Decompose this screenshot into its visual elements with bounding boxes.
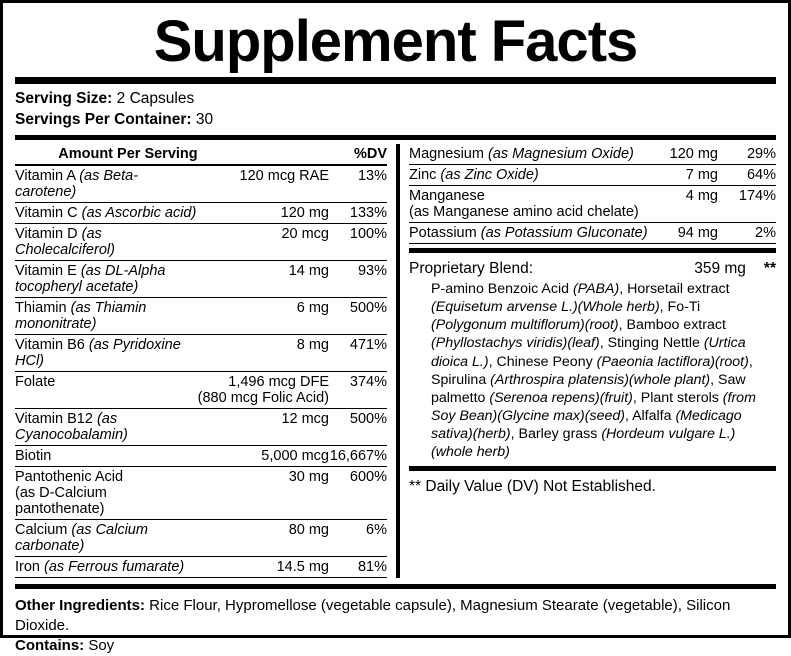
table-row <box>15 445 387 466</box>
divider-top <box>15 77 776 84</box>
table-row-continuation <box>15 390 387 409</box>
table-row <box>15 297 387 334</box>
table-header-row <box>15 144 387 165</box>
nutrient-name: Vitamin E (as DL-Alpha tocopheryl acetate) <box>15 260 198 297</box>
nutrient-dv: 64% <box>718 164 776 185</box>
nutrient-dv: 471% <box>329 334 387 371</box>
nutrient-amount: 8 mg <box>198 334 329 371</box>
nutrient-amount: 12 mcg <box>198 408 329 445</box>
proprietary-blend-amount: 359 mg <box>694 259 746 277</box>
header-dv: %DV <box>329 144 387 165</box>
nutrition-column-right <box>409 144 776 578</box>
nutrient-amount: 120 mg <box>198 202 329 223</box>
nutrient-amount-second-line: (880 mcg Folic Acid) <box>198 390 329 409</box>
table-row <box>15 334 387 371</box>
table-row <box>15 202 387 223</box>
other-ingredients-line <box>15 593 776 636</box>
table-row-continuation <box>409 204 776 223</box>
nutrients-table-left <box>15 144 387 578</box>
nutrient-amount: 120 mg <box>666 144 718 165</box>
nutrient-amount: 14.5 mg <box>198 556 329 577</box>
nutrient-amount: 5,000 mcg <box>198 445 329 466</box>
divider-above-blend <box>409 248 776 253</box>
table-row <box>15 371 387 390</box>
nutrient-name-second-line: (as D-Calcium pantothenate) <box>15 485 198 520</box>
nutrient-dv-second-line <box>329 485 387 520</box>
nutrient-amount-second-line <box>666 204 718 223</box>
nutrient-name: Manganese <box>409 187 485 204</box>
nutrient-amount: 94 mg <box>666 222 718 243</box>
table-row <box>15 165 387 203</box>
nutrient-name: Folate <box>15 373 56 390</box>
nutrient-amount: 14 mg <box>198 260 329 297</box>
divider-below-blend <box>409 466 776 471</box>
nutrient-name: Vitamin B12 (as Cyanocobalamin) <box>15 408 198 445</box>
nutrition-columns <box>15 144 776 578</box>
nutrient-name: Magnesium (as Magnesium Oxide) <box>409 144 666 165</box>
table-row <box>409 185 776 204</box>
nutrient-name: Thiamin (as Thiamin mononitrate) <box>15 297 198 334</box>
nutrient-dv-second-line <box>718 204 776 223</box>
nutrient-dv: 13% <box>329 165 387 203</box>
table-row <box>15 408 387 445</box>
contains-label: Contains: <box>15 637 85 655</box>
nutrient-dv: 133% <box>329 202 387 223</box>
table-row <box>15 519 387 556</box>
contains-value: Soy <box>84 637 115 655</box>
nutrient-name: Vitamin A (as Beta-carotene) <box>15 165 198 203</box>
proprietary-blend-header <box>409 257 776 280</box>
table-row-continuation <box>15 485 387 520</box>
servings-per-container-line <box>15 110 776 131</box>
nutrient-name-second-line <box>15 390 198 409</box>
nutrient-name: Vitamin C (as Ascorbic acid) <box>15 202 198 223</box>
nutrient-dv: 500% <box>329 297 387 334</box>
nutrient-name: Vitamin B6 (as Pyridoxine HCl) <box>15 334 198 371</box>
nutrient-dv: 600% <box>349 468 387 485</box>
serving-size-line <box>15 89 776 110</box>
table-row <box>409 222 776 243</box>
nutrient-amount: 120 mcg RAE <box>198 165 329 203</box>
nutrient-dv: 174% <box>738 187 776 204</box>
divider-under-servings <box>15 135 776 140</box>
nutrient-dv: 93% <box>329 260 387 297</box>
nutrients-table-right <box>409 144 776 244</box>
proprietary-blend-ingredients: P-amino Benzoic Acid (PABA), Horsetail extract (Equisetum arvense L.)(Whole herb), Fo-Ti (Polygonum multiflorum)(root), Bamboo extract (Phyllostachys viridis)(leaf), Stinging Nettle (Urtica dioica L.), Chinese Peony (Paeonia lactiflora)(root), Spirulina (Arthrospira platensis)(whole plant), Saw palmetto (Serenoa repens)(fruit), Plant sterols (from Soy Bean)(Glycine max)(seed), Alfalfa (Medicago sativa)(herb), Barley grass (Hordeum vulgare L.)(whole herb) <box>431 280 756 461</box>
proprietary-blend-name: Proprietary Blend: <box>409 259 534 277</box>
nutrient-name: Pantothenic Acid <box>15 468 124 485</box>
table-row <box>409 164 776 185</box>
divider-above-footer <box>15 584 776 589</box>
nutrition-column-left <box>15 144 387 578</box>
table-row <box>15 556 387 577</box>
nutrient-dv: 374% <box>349 373 387 390</box>
nutrient-amount: 1,496 mcg DFE <box>228 373 329 390</box>
table-row <box>15 223 387 260</box>
other-ingredients-value: Rice Flour, Hypromellose (vegetable capsule), Magnesium Stearate (vegetable), Silicon Dioxide. <box>15 596 731 634</box>
serving-size-label: Serving Size: <box>15 90 113 107</box>
nutrient-dv: 100% <box>329 223 387 260</box>
column-divider <box>396 144 400 578</box>
table-row <box>409 144 776 165</box>
nutrient-amount: 6 mg <box>198 297 329 334</box>
table-row <box>15 260 387 297</box>
servings-per-container-value: 30 <box>195 110 214 128</box>
nutrient-dv: 2% <box>718 222 776 243</box>
nutrient-amount: 20 mcg <box>198 223 329 260</box>
nutrient-dv: 500% <box>329 408 387 445</box>
nutrient-dv: 6% <box>329 519 387 556</box>
serving-size-value: 2 Capsules <box>116 90 195 107</box>
nutrient-amount: 30 mg <box>288 468 329 485</box>
header-amount-per-serving: Amount Per Serving <box>15 144 198 165</box>
header-spacer <box>198 144 329 165</box>
table-row <box>15 466 387 485</box>
nutrient-name: Iron (as Ferrous fumarate) <box>15 556 198 577</box>
nutrient-dv: 16,667% <box>329 445 387 466</box>
other-ingredients-label: Other Ingredients: <box>15 596 146 614</box>
nutrient-name: Zinc (as Zinc Oxide) <box>409 164 666 185</box>
nutrient-name: Potassium (as Potassium Gluconate) <box>409 222 666 243</box>
nutrient-amount-second-line <box>198 485 329 520</box>
nutrient-amount: 7 mg <box>666 164 718 185</box>
nutrient-amount: 80 mg <box>198 519 329 556</box>
daily-value-note: ** Daily Value (DV) Not Established. <box>409 477 656 495</box>
nutrient-name: Calcium (as Calcium carbonate) <box>15 519 198 556</box>
servings-per-container-label: Servings Per Container: <box>15 110 192 128</box>
nutrient-dv: 81% <box>329 556 387 577</box>
contains-line <box>15 635 776 656</box>
nutrient-dv: 29% <box>718 144 776 165</box>
nutrient-name-second-line: (as Manganese amino acid chelate) <box>409 204 666 223</box>
nutrient-dv-second-line <box>329 390 387 409</box>
page-title: Supplement Facts <box>153 9 638 74</box>
nutrient-amount: 4 mg <box>685 187 718 204</box>
nutrient-name: Biotin <box>15 445 198 466</box>
proprietary-blend-dv: ** <box>763 259 776 277</box>
nutrient-name: Vitamin D (as Cholecalciferol) <box>15 223 198 260</box>
